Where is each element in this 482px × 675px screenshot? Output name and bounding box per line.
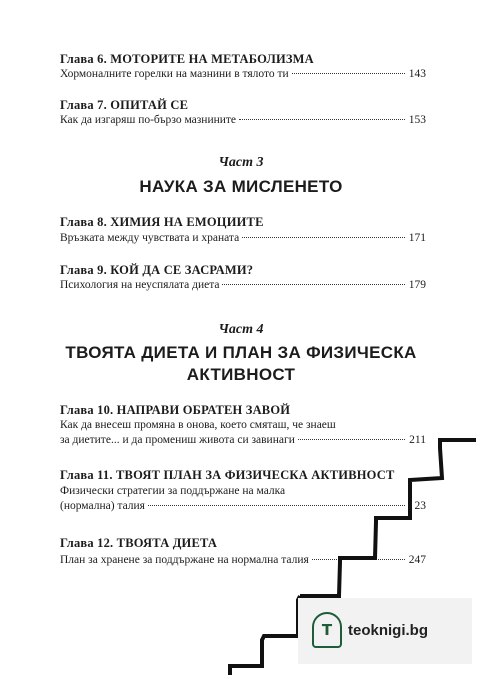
chapter-11-subtitle-line-1: Физически стратегии за поддържане на малка <box>60 485 286 497</box>
chapter-10-subtitle-line-1: Как да внесеш промяна в онова, което смяташ, че знаеш <box>60 419 336 431</box>
chapter-8-page: 171 <box>408 232 426 244</box>
part-4-title-line-1: ТВОЯТА ДИЕТА И ПЛАН ЗА ФИЗИЧЕСКА <box>65 343 417 362</box>
chapter-10-subtitle-line-2: за диетите... и да промениш живота си завинаги <box>60 434 295 446</box>
chapter-10-page: 211 <box>409 434 426 446</box>
chapter-12-subtitle: План за хранене за поддържане на нормална талия <box>60 554 309 566</box>
chapter-11-page: 23 <box>414 500 426 512</box>
chapter-11-title: Глава 11. ТВОЯТ ПЛАН ЗА ФИЗИЧЕСКА АКТИВНОСТ <box>60 468 395 482</box>
part-3-label: Част 3 <box>218 155 264 170</box>
chapter-9-page: 179 <box>408 279 426 291</box>
book-icon: T <box>312 612 342 648</box>
chapter-9-subtitle: Психология на неуспялата диета <box>60 279 220 291</box>
part-3-title: НАУКА ЗА МИСЛЕНЕТО <box>139 177 343 196</box>
chapter-7-page: 153 <box>408 114 426 126</box>
chapter-8-subtitle: Връзката между чувствата и храната <box>60 232 240 244</box>
chapter-9-title: Глава 9. КОЙ ДА СЕ ЗАСРАМИ? <box>60 263 254 277</box>
chapter-12-title: Глава 12. ТВОЯТА ДИЕТА <box>60 536 218 550</box>
chapter-8-title: Глава 8. ХИМИЯ НА ЕМОЦИИТЕ <box>60 215 264 229</box>
watermark-logo <box>298 598 472 664</box>
part-4-label: Част 4 <box>218 322 264 337</box>
chapter-11-subtitle-line-2: (нормална) талия <box>60 500 145 512</box>
part-4-title-line-2: АКТИВНОСТ <box>186 365 296 384</box>
chapter-7-subtitle: Как да изгаряш по-бързо мазнините <box>60 114 237 126</box>
chapter-7-title: Глава 7. ОПИТАЙ СЕ <box>60 98 189 112</box>
chapter-6-subtitle: Хормоналните горелки на мазнини в тялото ти <box>60 68 289 80</box>
chapter-10-title: Глава 10. НАПРАВИ ОБРАТЕН ЗАВОЙ <box>60 403 291 417</box>
chapter-12-page: 247 <box>408 554 426 566</box>
chapter-6-title: Глава 6. МОТОРИТЕ НА МЕТАБОЛИЗМА <box>60 52 314 66</box>
logo-text: teoknigi.bg <box>348 622 428 639</box>
chapter-6-page: 143 <box>408 68 426 80</box>
